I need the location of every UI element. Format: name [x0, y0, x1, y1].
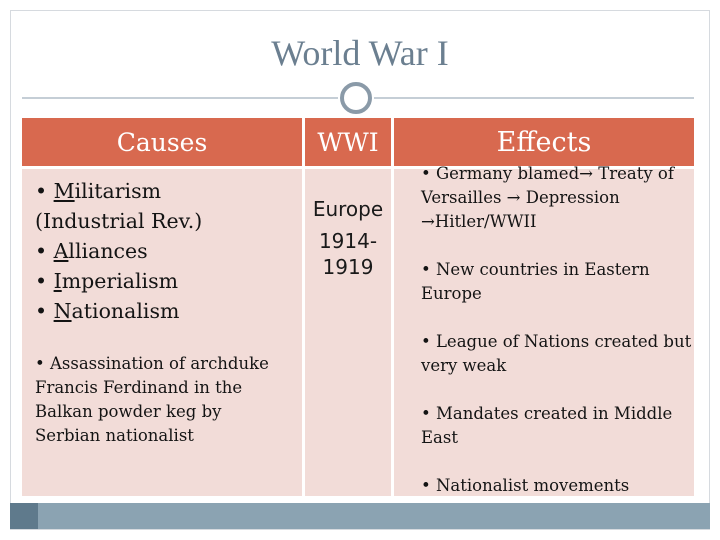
wwi-years: 1914- 1919	[318, 229, 378, 279]
wwi-place: Europe	[312, 197, 384, 221]
title-rule-left	[22, 97, 338, 99]
circle-ornament	[340, 82, 372, 114]
cause-item: • Imperialism	[35, 269, 179, 293]
cause-item: • Nationalism	[35, 299, 180, 323]
title-rule-right	[374, 97, 694, 99]
wwi-cell	[305, 196, 391, 280]
header-effects: Effects	[394, 118, 694, 166]
header-causes: Causes	[22, 118, 302, 166]
slide-title: World War I	[271, 33, 449, 73]
causes-list	[35, 176, 202, 326]
cause-item: • Alliances	[35, 239, 148, 263]
column-divider	[302, 118, 305, 496]
effect-item: • Nationalist movements	[421, 476, 630, 495]
footer-bar	[10, 503, 710, 529]
effect-item: • Germany blamed→ Treaty of Versailles → Depression →Hitler/WWII	[421, 164, 674, 231]
cause-assassination: • Assassination of archduke Francis Ferdinand in the Balkan powder keg by Serbian nationalist	[35, 354, 269, 445]
header-wwi: WWI	[305, 118, 391, 166]
content-table	[22, 118, 694, 496]
effect-item: • League of Nations created but very weak	[421, 332, 692, 375]
effect-item: • Mandates created in Middle East	[421, 404, 673, 447]
cause-item: • Militarism	[35, 179, 162, 203]
column-divider	[391, 118, 394, 496]
effect-item: • New countries in Eastern Europe	[421, 260, 650, 303]
cause-item: (Industrial Rev.)	[35, 209, 203, 233]
footer-accent	[10, 503, 38, 529]
